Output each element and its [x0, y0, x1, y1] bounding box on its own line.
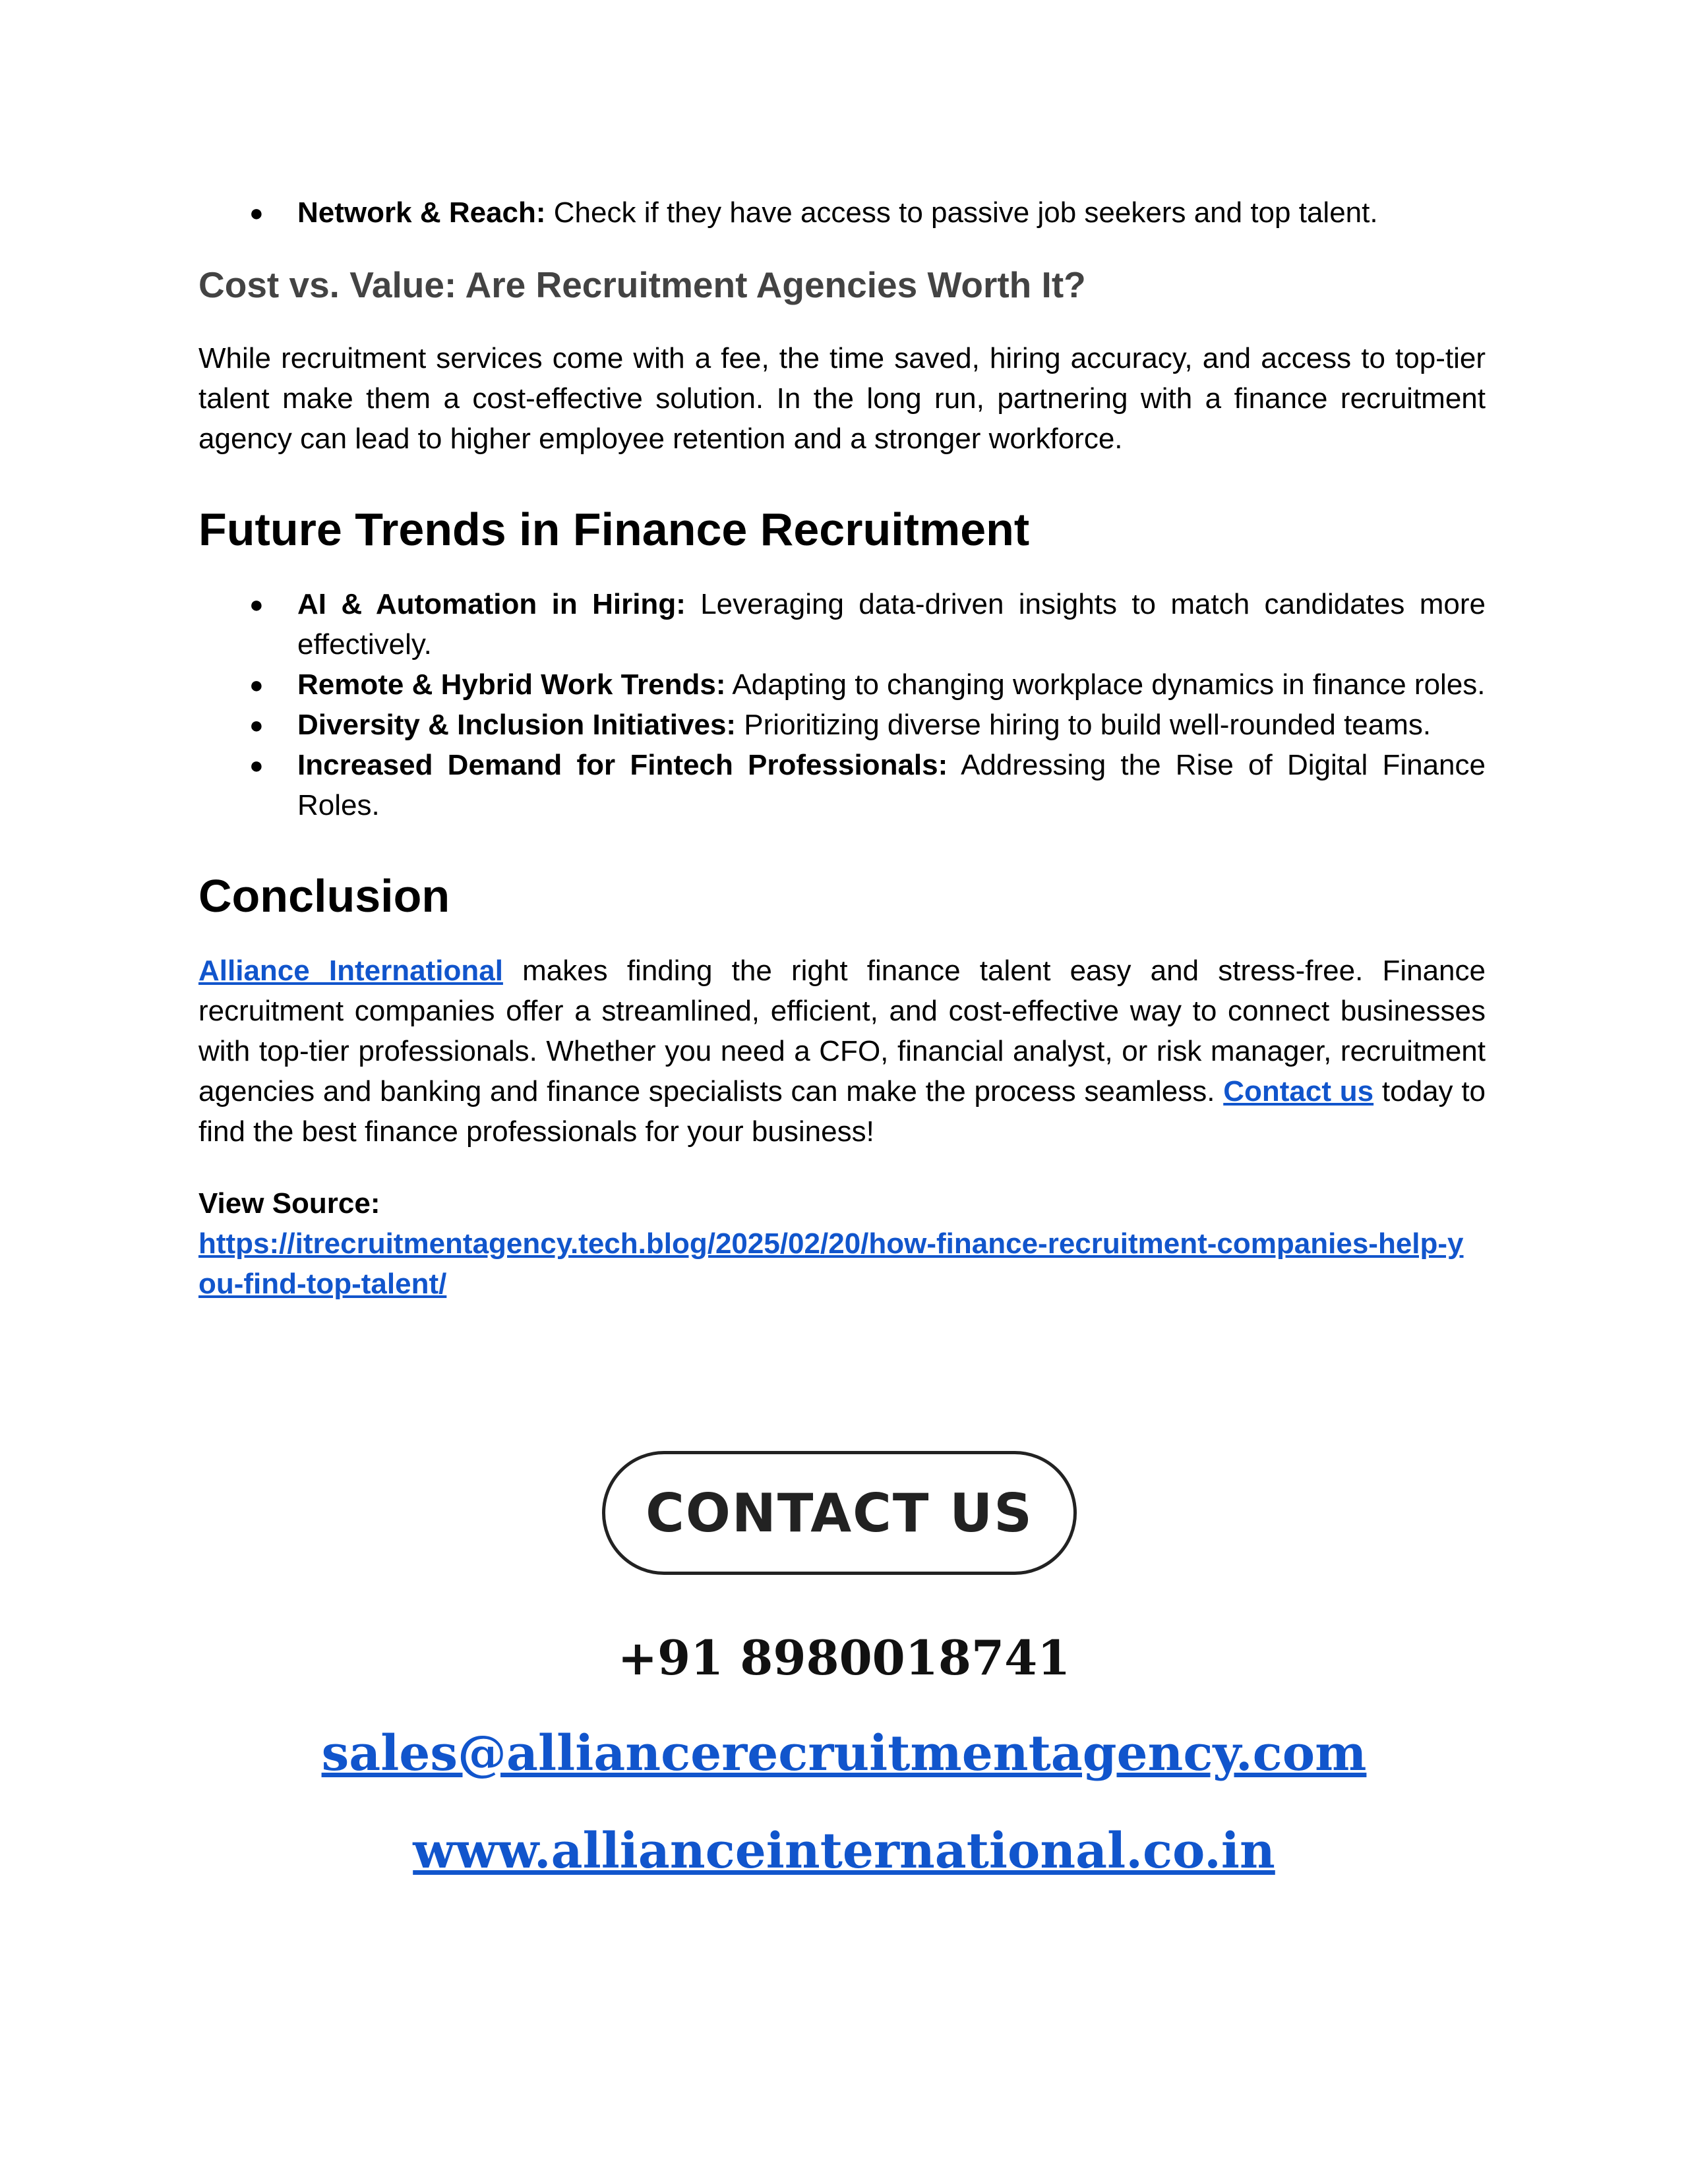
- phone-number: +91 8980018741: [617, 1630, 1071, 1686]
- list-item: [198, 584, 1486, 664]
- email-link[interactable]: sales@alliancerecruitmentagency.com: [321, 1725, 1367, 1782]
- contact-us-button[interactable]: CONTACT US: [602, 1451, 1077, 1575]
- conclusion-paragraph: [198, 951, 1486, 1152]
- conclusion-text-1: makes finding the right finance talent easy and stress-free. Finance recruitment companies offer a streamlined, efficient, and cost-effective way to connect businesses with top-tier professionals. Whether you need a CFO, financial analyst, or risk manager, recruitment agencies and banking and finance specialists can make the process seamless.: [198, 955, 1486, 1107]
- bullet-dot-icon: ●: [249, 591, 264, 618]
- bullet-bold-label: Network & Reach:: [297, 196, 546, 229]
- alliance-international-link[interactable]: Alliance International: [198, 955, 503, 987]
- cost-value-paragraph: While recruitment services come with a fee, the time saved, hiring accuracy, and access to top-tier talent make them a cost-effective solution. In the long run, partnering with a finance recruitment agency can lead to higher employee retention and a stronger workforce.: [198, 342, 1486, 455]
- bullet-dot-icon: ●: [249, 671, 264, 698]
- bullet-text: Addressing the Rise of Digital Finance Roles.: [297, 749, 1486, 821]
- document-content: [198, 192, 1486, 1304]
- email-line: [0, 1722, 1688, 1785]
- contact-us-link[interactable]: Contact us: [1223, 1075, 1374, 1107]
- bullet-text: Prioritizing diverse hiring to build well-rounded teams.: [736, 709, 1432, 741]
- list-item: [198, 705, 1486, 745]
- bullet-text: Leveraging data-driven insights to match candidates more effectively.: [297, 588, 1486, 661]
- conclusion-heading: Conclusion: [198, 870, 450, 922]
- bullet-bold-label: Increased Demand for Fintech Professionals:: [297, 749, 948, 781]
- website-line: [0, 1819, 1688, 1883]
- cost-value-heading: Cost vs. Value: Are Recruitment Agencies Worth It?: [198, 264, 1086, 305]
- list-item: [198, 664, 1486, 705]
- network-bullet-list: [198, 192, 1486, 233]
- bullet-bold-label: AI & Automation in Hiring:: [297, 588, 686, 620]
- future-trends-list: [198, 584, 1486, 825]
- future-trends-heading: Future Trends in Finance Recruitment: [198, 504, 1030, 555]
- bullet-dot-icon: ●: [249, 199, 264, 226]
- bullet-bold-label: Remote & Hybrid Work Trends:: [297, 668, 726, 701]
- bullet-text: Adapting to changing workplace dynamics in finance roles.: [725, 668, 1486, 701]
- bullet-dot-icon: ●: [249, 711, 264, 738]
- list-item: [198, 192, 1486, 233]
- bullet-dot-icon: ●: [249, 752, 264, 779]
- view-source-label: View Source:: [198, 1187, 380, 1220]
- bullet-bold-label: Diversity & Inclusion Initiatives:: [297, 709, 737, 741]
- source-url-link[interactable]: https://itrecruitmentagency.tech.blog/2025/02/20/how-finance-recruitment-companies-help-you-find-top-talent/: [198, 1227, 1464, 1300]
- conclusion-text-2: today to find the best finance professionals for your business!: [198, 1075, 1486, 1148]
- bullet-text: Check if they have access to passive job seekers and top talent.: [545, 196, 1378, 229]
- list-item: [198, 745, 1486, 825]
- website-link[interactable]: www.allianceinternational.co.in: [413, 1823, 1275, 1879]
